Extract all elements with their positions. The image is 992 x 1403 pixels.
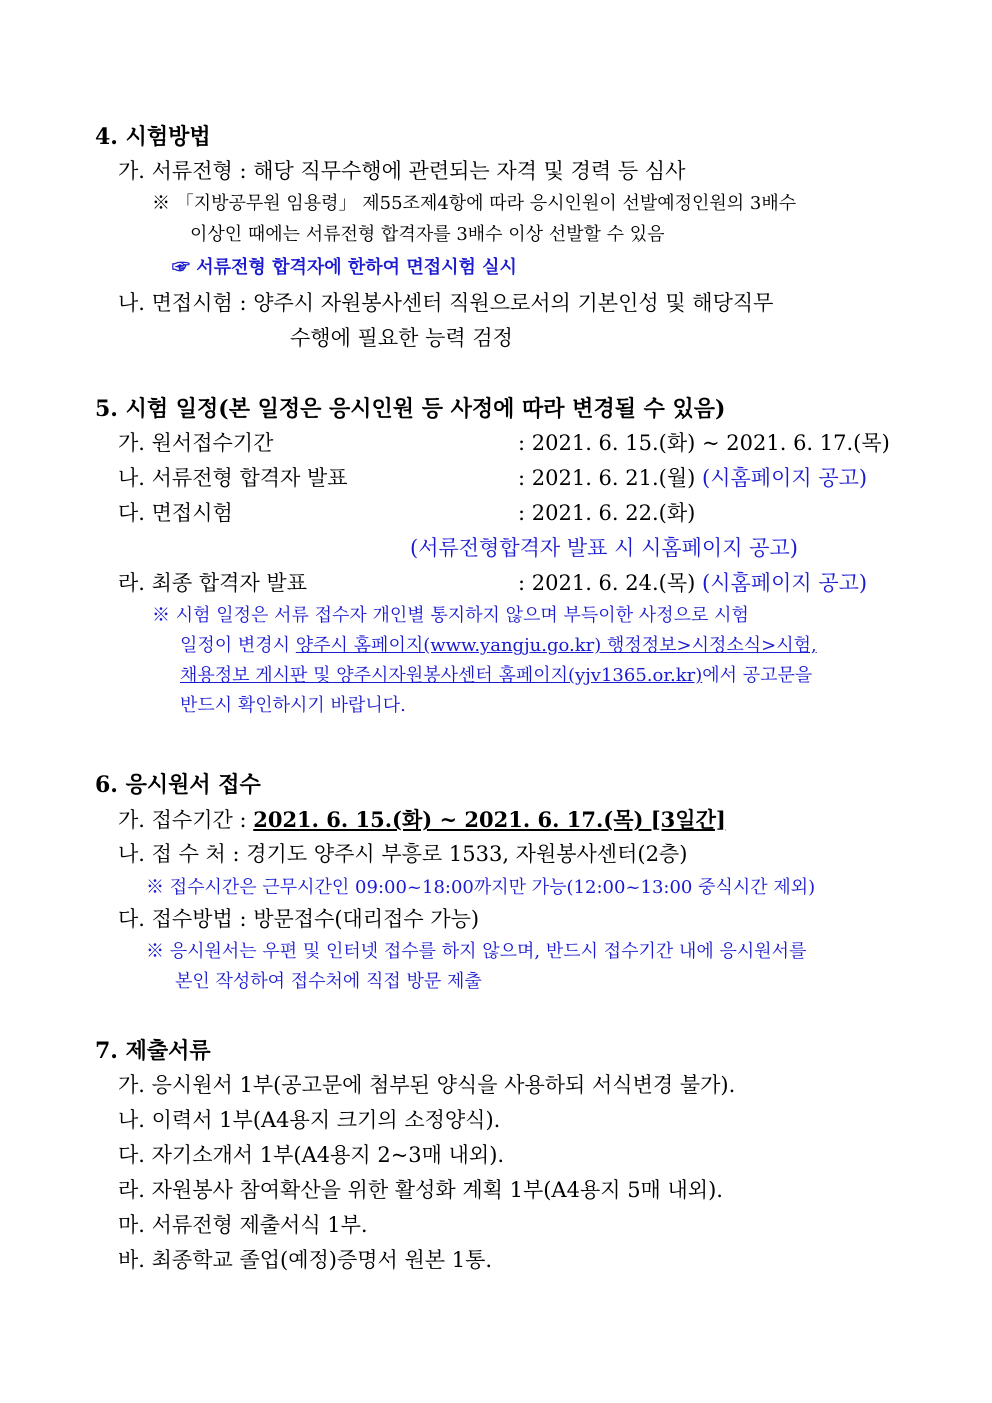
s6-note-submission-line2: 본인 작성하여 접수처에 직접 방문 제출 <box>175 971 482 992</box>
section-5-title: 5. 시험 일정(본 일정은 응시인원 등 사정에 따라 변경될 수 있음) <box>95 396 726 422</box>
section-4-title: 4. 시험방법 <box>95 124 211 150</box>
s4-item-na-line2: 수행에 필요한 능력 검정 <box>290 326 513 350</box>
schedule-value: : 2021. 6. 21.(월) (시홈페이지 공고) <box>518 466 868 490</box>
schedule-row <box>118 501 696 525</box>
document-item: 마. 서류전형 제출서식 1부. <box>118 1213 368 1237</box>
s4-note-line2: 이상인 때에는 서류전형 합격자를 3배수 이상 선발할 수 있음 <box>190 224 665 245</box>
s6-item-na: 나. 접 수 처 : 경기도 양주시 부흥로 1533, 자원봉사센터(2층) <box>118 842 688 866</box>
s4-note-line1: ※ 「지방공무원 임용령」 제55조제4항에 따라 응시인원이 선발예정인원의 3배수 <box>152 193 797 214</box>
schedule-note: (서류전형합격자 발표 시 시홈페이지 공고) <box>410 536 798 560</box>
schedule-row <box>118 431 890 455</box>
receipt-period: 2021. 6. 15.(화) ~ 2021. 6. 17.(목) [3일간] <box>253 807 726 832</box>
document-item: 라. 자원봉사 참여확산을 위한 활성화 계획 1부(A4용지 5매 내외). <box>118 1178 723 1202</box>
schedule-notice-line1: ※ 시험 일정은 서류 접수자 개인별 통지하지 않으며 부득이한 사정으로 시험 <box>152 605 749 626</box>
schedule-label: 가. 원서접수기간 <box>118 431 274 455</box>
document-item: 바. 최종학교 졸업(예정)증명서 원본 1통. <box>118 1248 493 1272</box>
schedule-notice-line3: 채용정보 게시판 및 양주시자원봉사센터 홈페이지(yjv1365.or.kr)에서 공고문을 <box>180 665 813 686</box>
schedule-label: 다. 면접시험 <box>118 501 233 525</box>
section-6-title: 6. 응시원서 접수 <box>95 772 261 798</box>
s6-item-ga: 가. 접수기간 : 2021. 6. 15.(화) ~ 2021. 6. 17.(목) [3일간] <box>118 807 726 832</box>
s6-note-submission-line1: ※ 응시원서는 우편 및 인터넷 접수를 하지 않으며, 반드시 접수기간 내에 응시원서를 <box>146 941 807 962</box>
s6-item-da: 다. 접수방법 : 방문접수(대리접수 가능) <box>118 907 480 931</box>
s4-item-na-line1: 나. 면접시험 : 양주시 자원봉사센터 직원으로서의 기본인성 및 해당직무 <box>118 291 774 315</box>
schedule-value: : 2021. 6. 22.(화) <box>518 501 696 525</box>
volunteer-center-link[interactable]: 채용정보 게시판 및 양주시자원봉사센터 홈페이지(yjv1365.or.kr) <box>180 665 703 686</box>
schedule-notice-line2: 일정이 변경시 양주시 홈페이지(www.yangju.go.kr) 행정정보>시정소식>시험, <box>180 635 817 656</box>
schedule-label: 나. 서류전형 합격자 발표 <box>118 466 348 490</box>
s6-note-hours: ※ 접수시간은 근무시간인 09:00~18:00까지만 가능(12:00~13:00 중식시간 제외) <box>146 877 816 898</box>
document-item: 가. 응시원서 1부(공고문에 첨부된 양식을 사용하되 서식변경 불가). <box>118 1073 736 1097</box>
s4-pointer-note: ☞ 서류전형 합격자에 한하여 면접시험 실시 <box>172 257 517 278</box>
schedule-row <box>118 466 868 490</box>
yangju-homepage-link[interactable]: 양주시 홈페이지(www.yangju.go.kr) 행정정보>시정소식>시험, <box>295 635 817 656</box>
schedule-note: (시홈페이지 공고) <box>702 571 868 595</box>
schedule-value: : 2021. 6. 24.(목) (시홈페이지 공고) <box>518 571 868 595</box>
document-item: 다. 자기소개서 1부(A4용지 2~3매 내외). <box>118 1143 505 1167</box>
section-7-title: 7. 제출서류 <box>95 1038 211 1064</box>
schedule-label: 라. 최종 합격자 발표 <box>118 571 307 595</box>
schedule-row <box>118 571 868 595</box>
s4-item-ga: 가. 서류전형 : 해당 직무수행에 관련되는 자격 및 경력 등 심사 <box>118 159 686 183</box>
document-item: 나. 이력서 1부(A4용지 크기의 소정양식). <box>118 1108 501 1132</box>
schedule-notice-line4: 반드시 확인하시기 바랍니다. <box>180 695 406 716</box>
schedule-value: : 2021. 6. 15.(화) ~ 2021. 6. 17.(목) <box>518 431 890 455</box>
schedule-note: (시홈페이지 공고) <box>702 466 868 490</box>
